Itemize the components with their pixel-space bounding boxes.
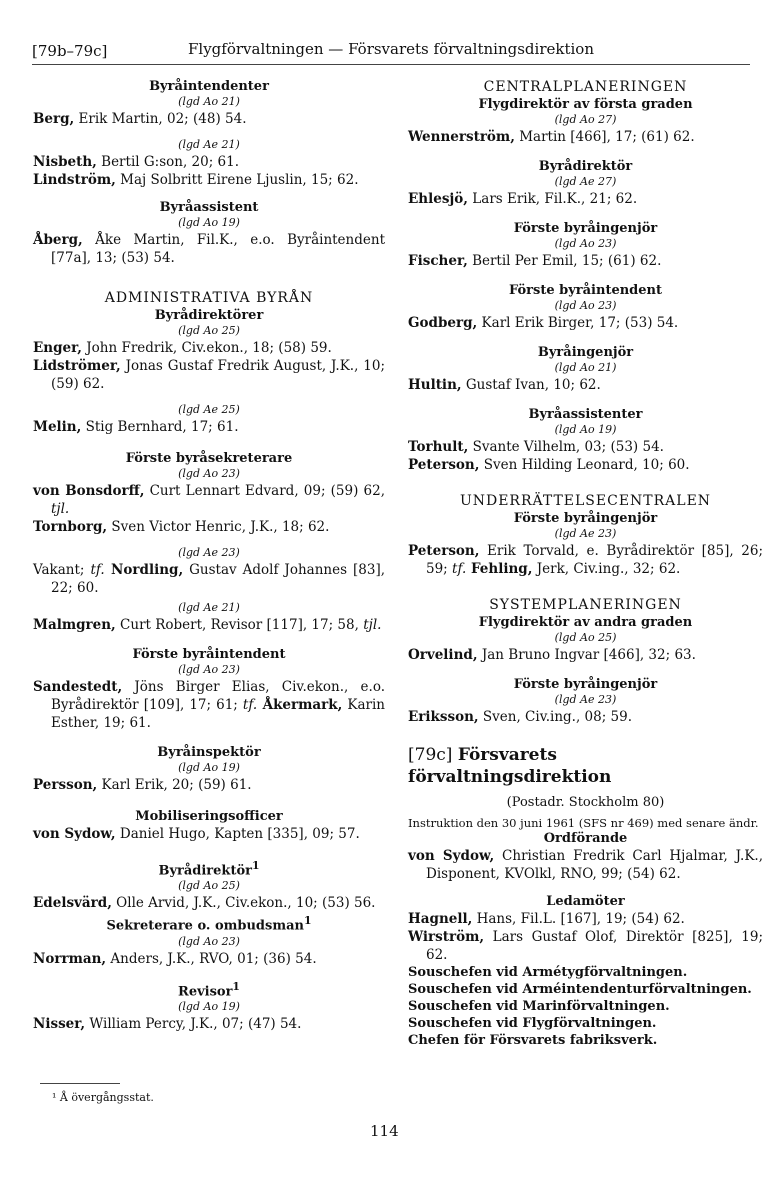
page-number: 114 <box>370 1122 399 1140</box>
entry: Peterson, Sven Hilding Leonard, 10; 60. <box>408 457 690 473</box>
footnote-marker: 1 <box>232 979 240 993</box>
grade: (lgd Ao 19) <box>554 423 617 436</box>
entry: Eriksson, Sven, Civ.ing., 08; 59. <box>408 709 633 725</box>
entry: Sandestedt, Jöns Birger Elias, Civ.ekon., e.o. Byrådirektör [109], 17; 61; tf. Åkermark, Karin Esther, 19; 61. <box>33 679 385 731</box>
grade: (lgd Ao 25) <box>178 324 240 337</box>
instruction-note: Instruktion den 30 juni 1961 (SFS nr 469) med senare ändr. <box>408 816 759 830</box>
entry: Berg, Erik Martin, 02; (48) 54. <box>33 111 247 127</box>
footnote: ¹ Å övergångsstat. <box>52 1091 154 1104</box>
surname: Torhult, <box>408 439 469 455</box>
postal-address: (Postadr. Stockholm 80) <box>506 795 665 810</box>
entry: Fischer, Bertil Per Emil, 15; (61) 62. <box>408 253 662 269</box>
heading: Revisor$^1$ <box>178 979 240 999</box>
entry: Nisbeth, Bertil G:son, 20; 61. <box>33 154 240 170</box>
heading: Förste byråingenjör <box>513 511 658 526</box>
section-title: ADMINISTRATIVA BYRÅN <box>104 290 314 306</box>
grade: (lgd Ao 23) <box>178 934 240 948</box>
header-title: Flygförvaltningen — Försvarets förvaltningsdirektion <box>188 40 594 58</box>
grade: (lgd Ae 25) <box>178 403 240 416</box>
surname: Nisser, <box>33 1015 86 1032</box>
surname: Lidströmer, <box>33 358 121 374</box>
surname: Hagnell, <box>408 911 473 927</box>
entry: Ehlesjö, Lars Erik, Fil.K., 21; 62. <box>408 191 638 207</box>
grade: (lgd Ao 19) <box>178 216 240 229</box>
surname: Peterson, <box>408 457 480 473</box>
member-line: Souschefen vid Flygförvaltningen. <box>408 1016 657 1031</box>
heading: Förste byråintendent <box>508 283 662 298</box>
entry: von Sydow, Daniel Hugo, Kapten [335], 09; 57. <box>33 826 360 842</box>
surname: Peterson, <box>408 543 480 559</box>
grade: (lgd Ae 27) <box>554 175 617 188</box>
surname: Wirström, <box>408 929 485 945</box>
grade: (lgd Ao 25) <box>554 631 617 644</box>
surname: Persson, <box>33 777 98 793</box>
heading: Sekreterare o. ombudsman$^1$ <box>106 914 312 934</box>
heading: Byråintendenter <box>149 79 269 94</box>
surname: Edelsvärd, <box>33 895 112 912</box>
header-rule <box>32 64 750 65</box>
section-reference: [79c] <box>408 745 453 765</box>
surname: von Bonsdorff, <box>33 483 145 499</box>
heading: Ledamöter <box>546 894 625 909</box>
grade: (lgd Ae 23) <box>554 527 617 540</box>
member-line: Chefen för Försvarets fabriksverk. <box>408 1033 658 1048</box>
surname: Godberg, <box>408 315 478 331</box>
member-line: Souschefen vid Armétygförvaltningen. <box>408 965 688 980</box>
entry: Vakant; tf. Nordling, Gustav Adolf Johannes [83], 22; 60. <box>33 562 385 596</box>
grade: (lgd Ao 19) <box>178 761 240 774</box>
surname: Eriksson, <box>408 709 479 725</box>
section-title: SYSTEMPLANERINGEN <box>489 597 682 613</box>
surname: von Sydow, <box>408 848 495 864</box>
grade: (lgd Ao 21) <box>178 95 240 108</box>
entry: Melin, Stig Bernhard, 17; 61. <box>33 419 239 435</box>
surname: von Sydow, <box>33 826 116 842</box>
heading: Byrådirektörer <box>154 308 264 323</box>
surname: Fehling, <box>466 561 533 577</box>
footnote-rule <box>40 1083 120 1084</box>
grade: (lgd Ao 23) <box>554 237 617 250</box>
grade: (lgd Ao 27) <box>554 113 617 126</box>
entry: Enger, John Fredrik, Civ.ekon., 18; (58) 59. <box>33 340 332 356</box>
heading: Förste byråingenjör <box>513 221 658 236</box>
entry: Hultin, Gustaf Ivan, 10; 62. <box>408 377 601 393</box>
grade: (lgd Ao 21) <box>554 361 617 374</box>
grade: (lgd Ae 21) <box>178 138 240 151</box>
entry: Edelsvärd, Olle Arvid, J.K., Civ.ekon., 10; (53) 56. <box>33 895 376 912</box>
heading: Ordförande <box>543 831 628 846</box>
heading: Byråassistenter <box>528 407 643 422</box>
heading: Byråassistent <box>159 200 259 215</box>
surname: Berg, <box>33 111 75 127</box>
running-header <box>32 40 752 64</box>
heading: Byråingenjör <box>537 345 634 360</box>
entry: Wirström, Lars Gustaf Olof, Direktör [825], 19; 62. <box>408 929 763 963</box>
surname: Ehlesjö, <box>408 191 469 207</box>
grade: (lgd Ae 23) <box>554 693 617 706</box>
surname: Åkermark, <box>257 697 343 713</box>
header-reference: [79b–79c] <box>32 42 108 60</box>
grade: (lgd Ao 23) <box>554 299 617 312</box>
heading: Byråinspektör <box>157 745 261 760</box>
left-column <box>33 78 385 1033</box>
heading: Byrådirektör <box>538 159 633 174</box>
entry: von Sydow, Christian Fredrik Carl Hjalmar, J.K., Disponent, KVOlkl, RNO, 99; (54) 62. <box>408 848 763 882</box>
grade: (lgd Ae 23) <box>178 546 240 559</box>
surname: Tornborg, <box>33 519 108 535</box>
surname: Wennerström, <box>408 129 515 145</box>
entry: von Bonsdorff, Curt Lennart Edvard, 09; (59) 62, tjl. <box>33 483 386 517</box>
heading: Mobiliseringsofficer <box>135 809 283 824</box>
grade: (lgd Ao 19) <box>178 999 240 1013</box>
surname: Enger, <box>33 340 82 356</box>
grade: (lgd Ao 25) <box>178 879 240 893</box>
heading: Förste byråintendent <box>132 647 286 662</box>
heading: Flygdirektör av andra graden <box>478 615 693 630</box>
section-title: UNDERRÄTTELSECENTRALEN <box>459 493 712 509</box>
right-column <box>408 78 763 1049</box>
entry: Orvelind, Jan Bruno Ingvar [466], 32; 63. <box>408 647 696 663</box>
entry: Lidströmer, Jonas Gustaf Fredrik August, J.K., 10; (59) 62. <box>33 358 385 392</box>
member-line: Souschefen vid Marinförvaltningen. <box>408 999 670 1014</box>
entry: Wennerström, Martin [466], 17; (61) 62. <box>408 129 695 145</box>
section-heading: [79c] Försvarets förvaltningsdirektion <box>408 745 612 787</box>
entry: Persson, Karl Erik, 20; (59) 61. <box>33 777 252 793</box>
surname: Nisbeth, <box>33 154 97 170</box>
heading: Byrådirektör$^1$ <box>158 859 260 879</box>
surname: Åberg, <box>33 232 83 248</box>
surname: Hultin, <box>408 377 462 393</box>
entry: Lindström, Maj Solbritt Eirene Ljuslin, 15; 62. <box>33 172 359 188</box>
surname: Nordling, <box>104 562 184 578</box>
section-title: CENTRALPLANERINGEN <box>483 79 688 95</box>
member-line: Souschefen vid Arméintendenturförvaltningen. <box>408 982 752 997</box>
entry: Godberg, Karl Erik Birger, 17; (53) 54. <box>408 315 679 331</box>
surname: Sandestedt, <box>33 679 123 695</box>
entry: Tornborg, Sven Victor Henric, J.K., 18; 62. <box>33 519 330 535</box>
surname: Lindström, <box>33 172 116 188</box>
grade: (lgd Ao 23) <box>178 663 240 676</box>
footnote-marker: 1 <box>251 859 260 872</box>
surname: Melin, <box>33 419 82 435</box>
entry: Malmgren, Curt Robert, Revisor [117], 17; 58, tjl. <box>33 617 382 633</box>
surname: Fischer, <box>408 253 468 269</box>
heading: Förste byråingenjör <box>513 677 658 692</box>
grade: (lgd Ae 21) <box>178 601 240 614</box>
grade: (lgd Ao 23) <box>178 467 240 480</box>
footnote-marker: 1 <box>303 914 312 928</box>
entry: Åberg, Åke Martin, Fil.K., e.o. Byråintendent [77a], 13; (53) 54. <box>33 232 385 266</box>
heading: Förste byråsekreterare <box>125 451 293 466</box>
entry: Nisser, William Percy, J.K., 07; (47) 54. <box>33 1015 302 1032</box>
entry: Hagnell, Hans, Fil.L. [167], 19; (54) 62. <box>408 911 685 927</box>
entry: Torhult, Svante Vilhelm, 03; (53) 54. <box>408 439 664 455</box>
entry: Norrman, Anders, J.K., RVO, 01; (36) 54. <box>33 950 317 967</box>
surname: Norrman, <box>33 950 107 967</box>
heading: Flygdirektör av första graden <box>478 97 693 112</box>
surname: Orvelind, <box>408 647 478 663</box>
surname: Malmgren, <box>33 617 116 633</box>
entry: Peterson, Erik Torvald, e. Byrådirektör [85], 26; 59; tf. Fehling, Jerk, Civ.ing., 32; 62. <box>408 543 763 577</box>
